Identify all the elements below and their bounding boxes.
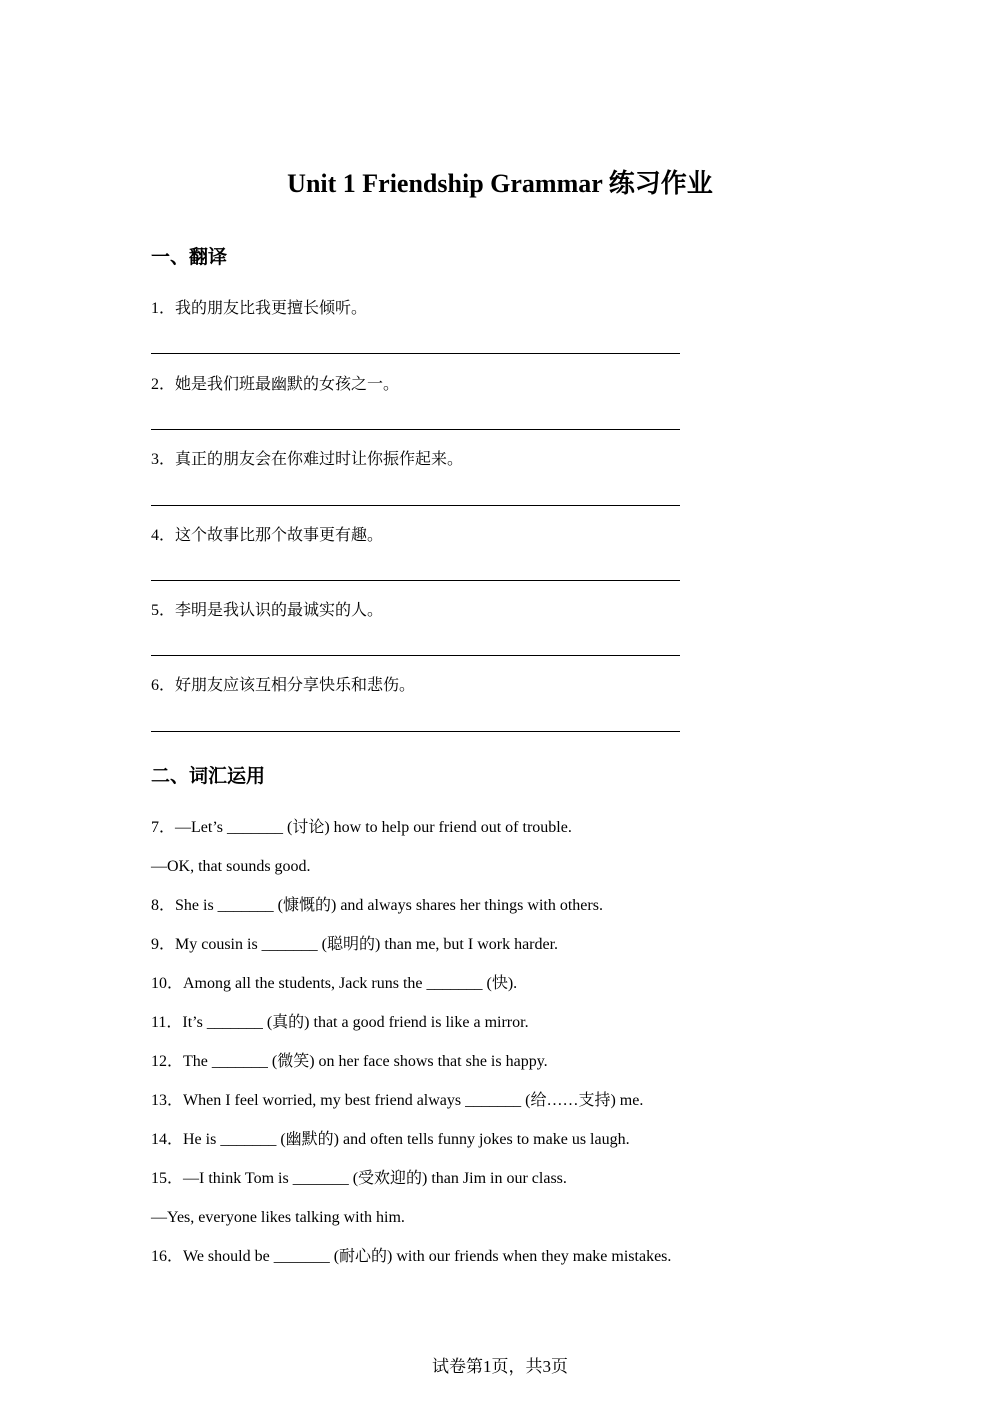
answer-line-6[interactable]: [151, 731, 680, 732]
vocab-item-7-reply: —OK, that sounds good.: [151, 858, 311, 875]
translation-item-5: 5．李明是我认识的最诚实的人。: [151, 602, 384, 619]
translation-item-4: 4．这个故事比那个故事更有趣。: [151, 527, 384, 544]
answer-line-3[interactable]: [151, 505, 680, 506]
answer-line-2[interactable]: [151, 429, 680, 430]
answer-line-5[interactable]: [151, 655, 680, 656]
section-heading-vocabulary: 二、词汇运用: [151, 765, 266, 787]
vocab-item-12: 12．The _______ (微笑) on her face shows that she is happy.: [151, 1053, 548, 1070]
answer-line-4[interactable]: [151, 580, 680, 581]
vocab-item-15-reply: —Yes, everyone likes talking with him.: [151, 1209, 405, 1226]
page-title: Unit 1 Friendship Grammar 练习作业: [287, 169, 713, 198]
translation-item-1: 1．我的朋友比我更擅长倾听。: [151, 300, 368, 317]
section-heading-translation: 一、翻译: [151, 246, 228, 268]
vocab-item-14: 14．He is _______ (幽默的) and often tells funny jokes to make us laugh.: [151, 1131, 630, 1148]
vocab-item-15: 15．—I think Tom is _______ (受欢迎的) than Jim in our class.: [151, 1170, 567, 1187]
answer-line-1[interactable]: [151, 353, 680, 354]
translation-item-3: 3．真正的朋友会在你难过时让你振作起来。: [151, 451, 464, 468]
vocab-item-9: 9．My cousin is _______ (聪明的) than me, but I work harder.: [151, 936, 559, 953]
vocab-item-11: 11．It’s _______ (真的) that a good friend is like a mirror.: [151, 1014, 529, 1031]
vocab-item-13: 13．When I feel worried, my best friend always _______ (给……支持) me.: [151, 1092, 644, 1109]
vocab-item-7: 7．—Let’s _______ (讨论) how to help our friend out of trouble.: [151, 819, 572, 836]
translation-item-2: 2．她是我们班最幽默的女孩之一。: [151, 376, 400, 393]
vocab-item-10: 10．Among all the students, Jack runs the _______ (快).: [151, 975, 518, 992]
vocab-item-16: 16．We should be _______ (耐心的) with our friends when they make mistakes.: [151, 1248, 672, 1265]
page-footer: 试卷第1页，共3页: [432, 1357, 568, 1376]
translation-item-6: 6．好朋友应该互相分享快乐和悲伤。: [151, 677, 416, 694]
vocab-item-8: 8．She is _______ (慷慨的) and always shares her things with others.: [151, 897, 603, 914]
